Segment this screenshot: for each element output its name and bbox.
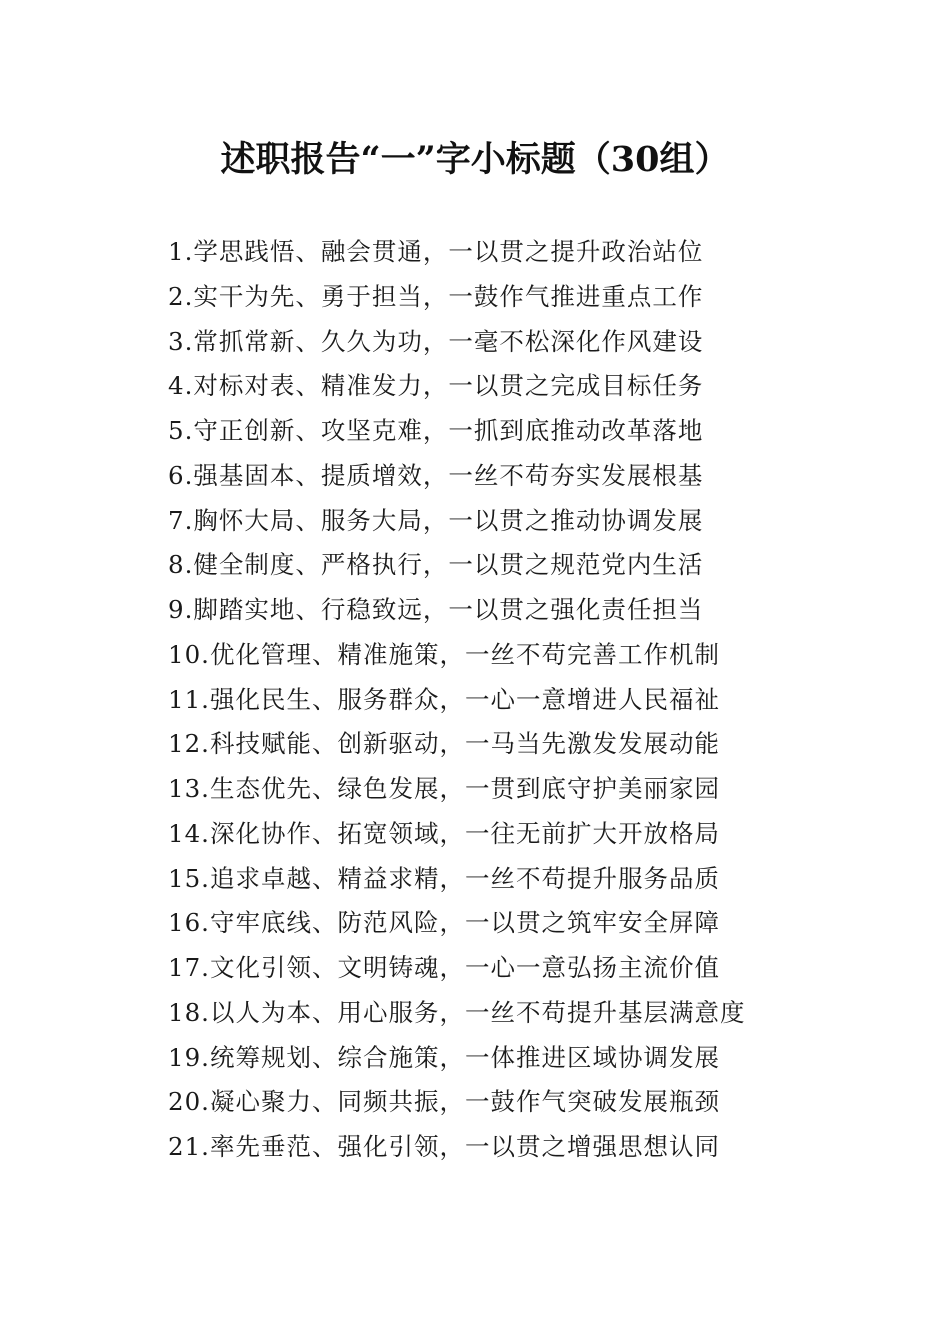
list-item: 3.常抓常新、久久为功，一毫不松深化作风建设: [168, 326, 704, 356]
list-item: 7.胸怀大局、服务大局，一以贯之推动协调发展: [168, 505, 704, 535]
document-title: 述职报告“一”字小标题（30组）: [220, 139, 730, 180]
list-item: 9.脚踏实地、行稳致远，一以贯之强化责任担当: [168, 595, 704, 624]
list-item: 5.守正创新、攻坚克难，一抓到底推动改革落地: [168, 416, 704, 445]
list-item: 6.强基固本、提质增效，一丝不苟夯实发展根基: [168, 460, 704, 490]
list-item: 14.深化协作、拓宽领域，一往无前扩大开放格局: [168, 818, 720, 848]
list-item: 15.追求卓越、精益求精，一丝不苟提升服务品质: [168, 863, 720, 893]
list-item: 19.统筹规划、综合施策，一体推进区域协调发展: [168, 1042, 720, 1072]
list-item: 1.学思践悟、融会贯通，一以贯之提升政治站位: [168, 237, 704, 266]
list-item: 2.实干为先、勇于担当，一鼓作气推进重点工作: [168, 281, 704, 311]
list-item: 16.守牢底线、防范风险，一以贯之筑牢安全屏障: [168, 908, 720, 938]
list-item: 4.对标对表、精准发力，一以贯之完成目标任务: [168, 371, 704, 401]
list-item: 8.健全制度、严格执行，一以贯之规范党内生活: [168, 550, 704, 580]
list-item: 12.科技赋能、创新驱动，一马当先激发发展动能: [168, 729, 720, 759]
list-item: 20.凝心聚力、同频共振，一鼓作气突破发展瓶颈: [168, 1087, 720, 1117]
list-item: 13.生态优先、绿色发展，一贯到底守护美丽家园: [168, 774, 720, 803]
list-item: 18.以人为本、用心服务，一丝不苟提升基层满意度: [168, 997, 746, 1027]
heading-list: [168, 230, 745, 1170]
list-item: 21.率先垂范、强化引领，一以贯之增强思想认同: [168, 1132, 720, 1161]
list-item: 11.强化民生、服务群众，一心一意增进人民福祉: [168, 684, 720, 714]
list-item: 10.优化管理、精准施策，一丝不苟完善工作机制: [168, 639, 720, 669]
list-item: 17.文化引领、文明铸魂，一心一意弘扬主流价值: [168, 953, 720, 982]
